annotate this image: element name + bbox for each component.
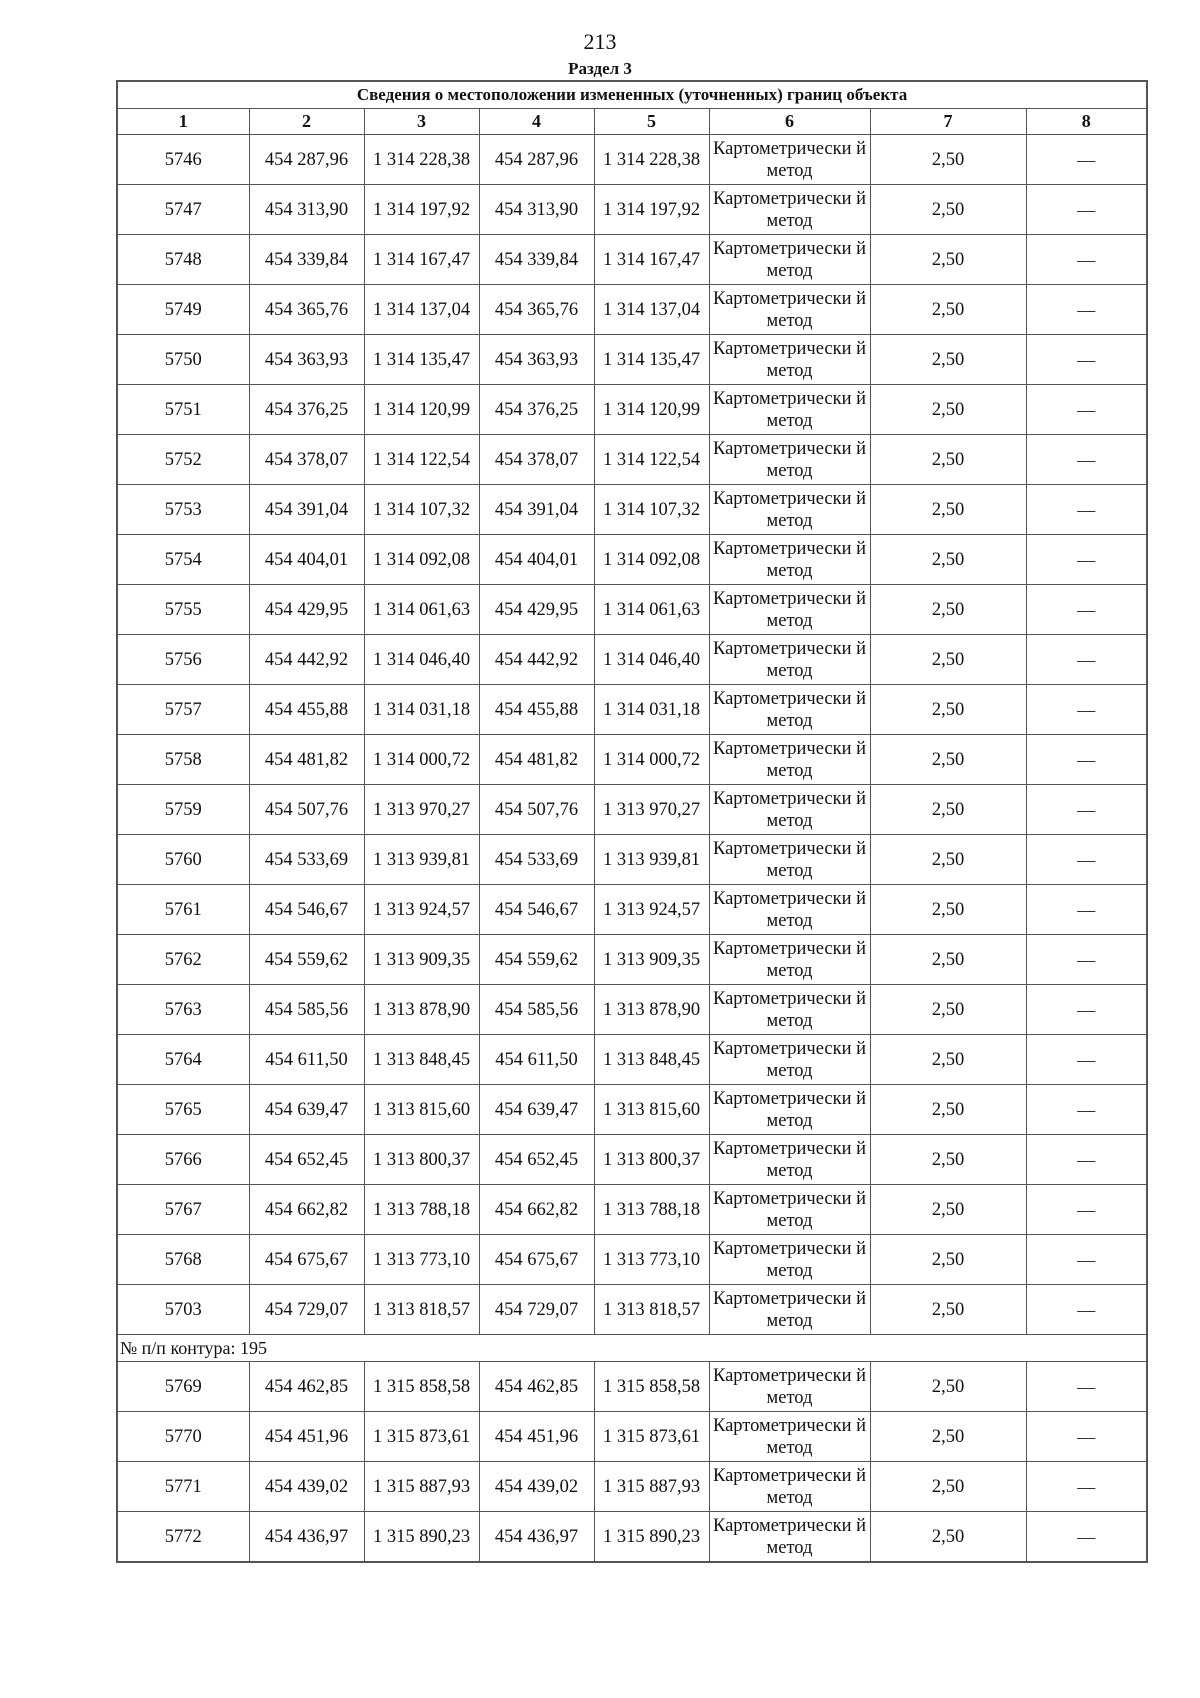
x-old-cell: 454 611,50 (249, 1035, 364, 1085)
contour-row (117, 1335, 1147, 1362)
x-old-cell: 454 378,07 (249, 435, 364, 485)
y-old-cell: 1 313 788,18 (364, 1185, 479, 1235)
x-old-cell: 454 507,76 (249, 785, 364, 835)
accuracy-cell: 2,50 (870, 1512, 1026, 1563)
x-new-cell: 454 729,07 (479, 1285, 594, 1335)
description-cell: — (1026, 1512, 1147, 1563)
y-old-cell: 1 313 815,60 (364, 1085, 479, 1135)
method-cell: Картометрически й метод (709, 535, 870, 585)
y-old-cell: 1 313 939,81 (364, 835, 479, 885)
y-new-cell: 1 313 848,45 (594, 1035, 709, 1085)
description-cell: — (1026, 985, 1147, 1035)
y-new-cell: 1 313 815,60 (594, 1085, 709, 1135)
y-old-cell: 1 314 135,47 (364, 335, 479, 385)
point-number-cell: 5758 (117, 735, 249, 785)
boundary-table (116, 80, 1148, 1563)
y-new-cell: 1 314 000,72 (594, 735, 709, 785)
table-row (117, 535, 1147, 585)
accuracy-cell: 2,50 (870, 385, 1026, 435)
table-row (117, 585, 1147, 635)
y-old-cell: 1 315 873,61 (364, 1412, 479, 1462)
point-number-cell: 5749 (117, 285, 249, 335)
y-old-cell: 1 313 818,57 (364, 1285, 479, 1335)
point-number-cell: 5762 (117, 935, 249, 985)
table-row (117, 1085, 1147, 1135)
x-old-cell: 454 462,85 (249, 1362, 364, 1412)
table-row (117, 1135, 1147, 1185)
point-number-cell: 5765 (117, 1085, 249, 1135)
point-number-cell: 5703 (117, 1285, 249, 1335)
point-number-cell: 5746 (117, 135, 249, 185)
x-new-cell: 454 662,82 (479, 1185, 594, 1235)
column-number-row (117, 109, 1147, 135)
accuracy-cell: 2,50 (870, 1185, 1026, 1235)
accuracy-cell: 2,50 (870, 235, 1026, 285)
description-cell: — (1026, 885, 1147, 935)
point-number-cell: 5767 (117, 1185, 249, 1235)
accuracy-cell: 2,50 (870, 735, 1026, 785)
y-old-cell: 1 314 120,99 (364, 385, 479, 435)
point-number-cell: 5772 (117, 1512, 249, 1563)
accuracy-cell: 2,50 (870, 1235, 1026, 1285)
method-cell: Картометрически й метод (709, 1362, 870, 1412)
x-new-cell: 454 365,76 (479, 285, 594, 335)
x-old-cell: 454 585,56 (249, 985, 364, 1035)
x-new-cell: 454 436,97 (479, 1512, 594, 1563)
point-number-cell: 5770 (117, 1412, 249, 1462)
y-old-cell: 1 314 197,92 (364, 185, 479, 235)
description-cell: — (1026, 835, 1147, 885)
x-new-cell: 454 585,56 (479, 985, 594, 1035)
table-row (117, 485, 1147, 535)
description-cell: — (1026, 1185, 1147, 1235)
point-number-cell: 5766 (117, 1135, 249, 1185)
accuracy-cell: 2,50 (870, 935, 1026, 985)
x-new-cell: 454 559,62 (479, 935, 594, 985)
column-number: 1 (117, 109, 249, 135)
y-old-cell: 1 314 167,47 (364, 235, 479, 285)
y-old-cell: 1 314 000,72 (364, 735, 479, 785)
y-new-cell: 1 313 924,57 (594, 885, 709, 935)
y-old-cell: 1 313 773,10 (364, 1235, 479, 1285)
y-new-cell: 1 314 197,92 (594, 185, 709, 235)
table-row (117, 135, 1147, 185)
y-old-cell: 1 315 890,23 (364, 1512, 479, 1563)
y-new-cell: 1 314 167,47 (594, 235, 709, 285)
accuracy-cell: 2,50 (870, 585, 1026, 635)
point-number-cell: 5768 (117, 1235, 249, 1285)
method-cell: Картометрически й метод (709, 135, 870, 185)
x-new-cell: 454 481,82 (479, 735, 594, 785)
method-cell: Картометрически й метод (709, 485, 870, 535)
table-row (117, 935, 1147, 985)
method-cell: Картометрически й метод (709, 735, 870, 785)
description-cell: — (1026, 1085, 1147, 1135)
accuracy-cell: 2,50 (870, 485, 1026, 535)
x-new-cell: 454 363,93 (479, 335, 594, 385)
y-new-cell: 1 314 061,63 (594, 585, 709, 635)
point-number-cell: 5760 (117, 835, 249, 885)
x-old-cell: 454 451,96 (249, 1412, 364, 1462)
y-old-cell: 1 314 046,40 (364, 635, 479, 685)
x-old-cell: 454 363,93 (249, 335, 364, 385)
table-row (117, 335, 1147, 385)
method-cell: Картометрически й метод (709, 785, 870, 835)
table-row (117, 285, 1147, 335)
x-old-cell: 454 442,92 (249, 635, 364, 685)
point-number-cell: 5751 (117, 385, 249, 435)
method-cell: Картометрически й метод (709, 1085, 870, 1135)
accuracy-cell: 2,50 (870, 685, 1026, 735)
table-row (117, 1512, 1147, 1563)
y-new-cell: 1 314 228,38 (594, 135, 709, 185)
y-new-cell: 1 314 137,04 (594, 285, 709, 335)
y-new-cell: 1 313 800,37 (594, 1135, 709, 1185)
table-row (117, 235, 1147, 285)
point-number-cell: 5761 (117, 885, 249, 935)
column-number: 6 (709, 109, 870, 135)
y-old-cell: 1 314 122,54 (364, 435, 479, 485)
y-old-cell: 1 313 909,35 (364, 935, 479, 985)
description-cell: — (1026, 385, 1147, 435)
y-old-cell: 1 314 107,32 (364, 485, 479, 535)
table-row (117, 435, 1147, 485)
accuracy-cell: 2,50 (870, 885, 1026, 935)
y-new-cell: 1 313 970,27 (594, 785, 709, 835)
method-cell: Картометрически й метод (709, 285, 870, 335)
accuracy-cell: 2,50 (870, 135, 1026, 185)
y-old-cell: 1 313 878,90 (364, 985, 479, 1035)
x-new-cell: 454 652,45 (479, 1135, 594, 1185)
y-old-cell: 1 313 970,27 (364, 785, 479, 835)
table-row (117, 1185, 1147, 1235)
y-old-cell: 1 314 061,63 (364, 585, 479, 635)
x-new-cell: 454 391,04 (479, 485, 594, 535)
x-new-cell: 454 611,50 (479, 1035, 594, 1085)
method-cell: Картометрически й метод (709, 635, 870, 685)
column-number: 8 (1026, 109, 1147, 135)
x-old-cell: 454 652,45 (249, 1135, 364, 1185)
y-new-cell: 1 314 135,47 (594, 335, 709, 385)
x-old-cell: 454 313,90 (249, 185, 364, 235)
description-cell: — (1026, 185, 1147, 235)
table-row (117, 385, 1147, 435)
y-new-cell: 1 314 122,54 (594, 435, 709, 485)
table-row (117, 1462, 1147, 1512)
description-cell: — (1026, 235, 1147, 285)
x-new-cell: 454 376,25 (479, 385, 594, 435)
y-new-cell: 1 314 031,18 (594, 685, 709, 735)
y-old-cell: 1 314 092,08 (364, 535, 479, 585)
x-new-cell: 454 675,67 (479, 1235, 594, 1285)
page-number: 213 (583, 29, 617, 54)
y-new-cell: 1 315 873,61 (594, 1412, 709, 1462)
description-cell: — (1026, 785, 1147, 835)
y-old-cell: 1 314 031,18 (364, 685, 479, 735)
y-new-cell: 1 313 878,90 (594, 985, 709, 1035)
contour-section (117, 1335, 1147, 1362)
table-row (117, 1362, 1147, 1412)
x-new-cell: 454 455,88 (479, 685, 594, 735)
accuracy-cell: 2,50 (870, 185, 1026, 235)
description-cell: — (1026, 1362, 1147, 1412)
method-cell: Картометрически й метод (709, 1135, 870, 1185)
description-cell: — (1026, 335, 1147, 385)
x-old-cell: 454 376,25 (249, 385, 364, 435)
accuracy-cell: 2,50 (870, 335, 1026, 385)
description-cell: — (1026, 485, 1147, 535)
method-cell: Картометрически й метод (709, 885, 870, 935)
x-old-cell: 454 439,02 (249, 1462, 364, 1512)
table-body-part2 (117, 1362, 1147, 1563)
x-old-cell: 454 455,88 (249, 685, 364, 735)
point-number-cell: 5757 (117, 685, 249, 735)
table-row (117, 735, 1147, 785)
accuracy-cell: 2,50 (870, 1085, 1026, 1135)
table-row (117, 835, 1147, 885)
description-cell: — (1026, 285, 1147, 335)
point-number-cell: 5759 (117, 785, 249, 835)
y-new-cell: 1 313 818,57 (594, 1285, 709, 1335)
accuracy-cell: 2,50 (870, 1412, 1026, 1462)
table-row (117, 1412, 1147, 1462)
accuracy-cell: 2,50 (870, 535, 1026, 585)
point-number-cell: 5763 (117, 985, 249, 1035)
accuracy-cell: 2,50 (870, 835, 1026, 885)
accuracy-cell: 2,50 (870, 1285, 1026, 1335)
method-cell: Картометрически й метод (709, 385, 870, 435)
description-cell: — (1026, 1285, 1147, 1335)
point-number-cell: 5771 (117, 1462, 249, 1512)
method-cell: Картометрически й метод (709, 985, 870, 1035)
method-cell: Картометрически й метод (709, 1285, 870, 1335)
method-cell: Картометрически й метод (709, 185, 870, 235)
description-cell: — (1026, 685, 1147, 735)
table-title: Сведения о местоположении измененных (уточненных) границ объекта (117, 81, 1147, 109)
y-new-cell: 1 313 939,81 (594, 835, 709, 885)
x-new-cell: 454 404,01 (479, 535, 594, 585)
x-old-cell: 454 675,67 (249, 1235, 364, 1285)
table-title-row (117, 81, 1147, 109)
x-old-cell: 454 729,07 (249, 1285, 364, 1335)
table-row (117, 635, 1147, 685)
x-new-cell: 454 439,02 (479, 1462, 594, 1512)
x-old-cell: 454 639,47 (249, 1085, 364, 1135)
description-cell: — (1026, 1235, 1147, 1285)
y-old-cell: 1 313 848,45 (364, 1035, 479, 1085)
method-cell: Картометрически й метод (709, 1185, 870, 1235)
y-new-cell: 1 315 858,58 (594, 1362, 709, 1412)
y-new-cell: 1 313 773,10 (594, 1235, 709, 1285)
y-old-cell: 1 313 800,37 (364, 1135, 479, 1185)
method-cell: Картометрически й метод (709, 585, 870, 635)
y-new-cell: 1 313 909,35 (594, 935, 709, 985)
x-old-cell: 454 546,67 (249, 885, 364, 935)
column-number: 3 (364, 109, 479, 135)
accuracy-cell: 2,50 (870, 435, 1026, 485)
method-cell: Картометрически й метод (709, 335, 870, 385)
contour-label: № п/п контура: 195 (117, 1335, 1147, 1362)
x-new-cell: 454 546,67 (479, 885, 594, 935)
y-new-cell: 1 313 788,18 (594, 1185, 709, 1235)
description-cell: — (1026, 935, 1147, 985)
method-cell: Картометрически й метод (709, 1235, 870, 1285)
accuracy-cell: 2,50 (870, 635, 1026, 685)
table-row (117, 1235, 1147, 1285)
x-new-cell: 454 639,47 (479, 1085, 594, 1135)
x-new-cell: 454 287,96 (479, 135, 594, 185)
method-cell: Картометрически й метод (709, 1462, 870, 1512)
description-cell: — (1026, 735, 1147, 785)
x-new-cell: 454 462,85 (479, 1362, 594, 1412)
y-old-cell: 1 315 858,58 (364, 1362, 479, 1412)
x-new-cell: 454 313,90 (479, 185, 594, 235)
method-cell: Картометрически й метод (709, 435, 870, 485)
column-number: 7 (870, 109, 1026, 135)
accuracy-cell: 2,50 (870, 785, 1026, 835)
method-cell: Картометрически й метод (709, 1035, 870, 1085)
y-new-cell: 1 314 120,99 (594, 385, 709, 435)
point-number-cell: 5747 (117, 185, 249, 235)
method-cell: Картометрически й метод (709, 685, 870, 735)
column-number: 4 (479, 109, 594, 135)
section-title: Раздел 3 (568, 59, 632, 78)
method-cell: Картометрически й метод (709, 1512, 870, 1563)
x-old-cell: 454 404,01 (249, 535, 364, 585)
column-number: 5 (594, 109, 709, 135)
x-old-cell: 454 559,62 (249, 935, 364, 985)
x-new-cell: 454 507,76 (479, 785, 594, 835)
y-new-cell: 1 314 092,08 (594, 535, 709, 585)
point-number-cell: 5752 (117, 435, 249, 485)
point-number-cell: 5750 (117, 335, 249, 385)
x-new-cell: 454 442,92 (479, 635, 594, 685)
description-cell: — (1026, 135, 1147, 185)
y-old-cell: 1 314 137,04 (364, 285, 479, 335)
table-row (117, 985, 1147, 1035)
x-old-cell: 454 481,82 (249, 735, 364, 785)
accuracy-cell: 2,50 (870, 1362, 1026, 1412)
accuracy-cell: 2,50 (870, 1135, 1026, 1185)
y-old-cell: 1 315 887,93 (364, 1462, 479, 1512)
x-old-cell: 454 533,69 (249, 835, 364, 885)
method-cell: Картометрически й метод (709, 1412, 870, 1462)
table-row (117, 885, 1147, 935)
point-number-cell: 5755 (117, 585, 249, 635)
description-cell: — (1026, 435, 1147, 485)
y-old-cell: 1 313 924,57 (364, 885, 479, 935)
x-old-cell: 454 365,76 (249, 285, 364, 335)
point-number-cell: 5756 (117, 635, 249, 685)
description-cell: — (1026, 1135, 1147, 1185)
x-new-cell: 454 451,96 (479, 1412, 594, 1462)
point-number-cell: 5753 (117, 485, 249, 535)
table-row (117, 785, 1147, 835)
description-cell: — (1026, 635, 1147, 685)
y-new-cell: 1 314 107,32 (594, 485, 709, 535)
x-new-cell: 454 378,07 (479, 435, 594, 485)
table-row (117, 1035, 1147, 1085)
x-new-cell: 454 429,95 (479, 585, 594, 635)
description-cell: — (1026, 1412, 1147, 1462)
table-row (117, 1285, 1147, 1335)
x-old-cell: 454 287,96 (249, 135, 364, 185)
accuracy-cell: 2,50 (870, 985, 1026, 1035)
accuracy-cell: 2,50 (870, 1462, 1026, 1512)
table-body-part1 (117, 135, 1147, 1335)
point-number-cell: 5748 (117, 235, 249, 285)
y-new-cell: 1 315 887,93 (594, 1462, 709, 1512)
x-old-cell: 454 436,97 (249, 1512, 364, 1563)
point-number-cell: 5764 (117, 1035, 249, 1085)
method-cell: Картометрически й метод (709, 835, 870, 885)
x-old-cell: 454 391,04 (249, 485, 364, 535)
description-cell: — (1026, 585, 1147, 635)
method-cell: Картометрически й метод (709, 935, 870, 985)
description-cell: — (1026, 535, 1147, 585)
x-new-cell: 454 339,84 (479, 235, 594, 285)
point-number-cell: 5754 (117, 535, 249, 585)
description-cell: — (1026, 1035, 1147, 1085)
method-cell: Картометрически й метод (709, 235, 870, 285)
x-old-cell: 454 339,84 (249, 235, 364, 285)
x-new-cell: 454 533,69 (479, 835, 594, 885)
y-old-cell: 1 314 228,38 (364, 135, 479, 185)
accuracy-cell: 2,50 (870, 1035, 1026, 1085)
table-row (117, 685, 1147, 735)
y-new-cell: 1 315 890,23 (594, 1512, 709, 1563)
y-new-cell: 1 314 046,40 (594, 635, 709, 685)
x-old-cell: 454 429,95 (249, 585, 364, 635)
column-number: 2 (249, 109, 364, 135)
accuracy-cell: 2,50 (870, 285, 1026, 335)
table-row (117, 185, 1147, 235)
description-cell: — (1026, 1462, 1147, 1512)
x-old-cell: 454 662,82 (249, 1185, 364, 1235)
point-number-cell: 5769 (117, 1362, 249, 1412)
